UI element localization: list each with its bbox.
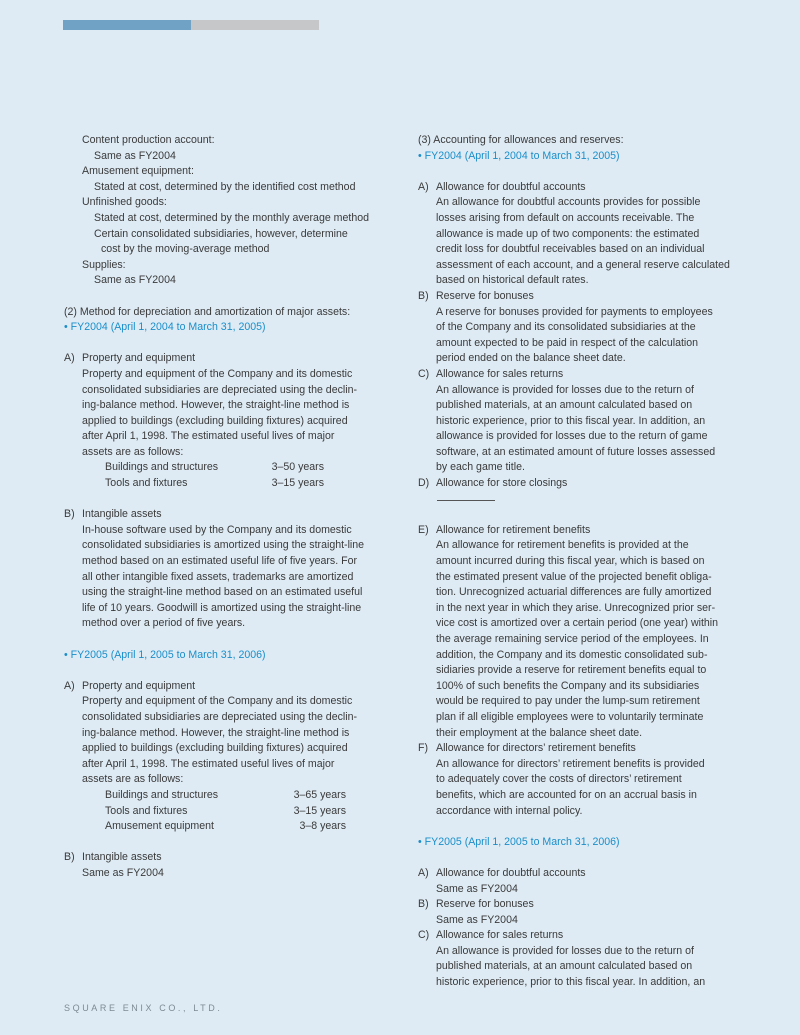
item-label: C) [418,367,430,380]
text-line: software, at an estimated amount of future losses assessed [436,445,716,458]
text-line: vice cost is amortized over a certain period (one year) within [436,617,719,630]
useful-lives-table [64,788,394,835]
item-title: Intangible assets [82,851,162,864]
item-heading [418,289,748,305]
item-label: A) [64,679,75,692]
text-line: assets are as follows: [82,773,184,786]
item-text [64,367,394,461]
unfinished-line: Certain consolidated subsidiaries, however, determine [94,227,348,240]
text-line: applied to buildings (excluding building fixtures) acquired [82,414,348,427]
text-line: credit loss for doubtful receivables based on an individual [436,243,705,256]
item-title: Property and equipment [82,352,196,365]
section-3-heading: (3) Accounting for allowances and reserves: [418,134,624,146]
item-label: A) [64,352,75,365]
content-production-value: Same as FY2004 [94,149,176,162]
table-row [64,788,394,804]
useful-life: 3–65 years [293,788,346,801]
item-title: Reserve for bonuses [436,289,534,302]
item-title: Allowance for doubtful accounts [436,866,586,879]
table-row [64,804,394,820]
useful-life: 3–8 years [299,820,346,833]
text-line: method based on an estimated useful life of five years. For [82,555,357,568]
item-title: Allowance for retirement benefits [436,523,591,536]
item-label: F) [418,742,428,755]
table-row [64,819,394,835]
text-line: An allowance for retirement benefits is provided at the [436,539,689,552]
text-line: to adequately cover the costs of directors’ retirement [436,773,682,786]
item-text [418,913,748,929]
item-text [64,523,394,632]
text-line: losses arising from default on accounts receivable. The [436,211,695,224]
text-line: sidiaries provide a reserve for retirement benefits equal to [436,664,707,677]
item-text [64,866,394,882]
amusement-title: Amusement equipment: [82,165,194,178]
item-label: B) [64,508,75,521]
supplies-value: Same as FY2004 [94,274,176,287]
item-heading [418,476,748,492]
text-line: Property and equipment of the Company and its domestic [82,367,353,380]
item-heading [418,367,748,383]
fy2005-heading: • FY2005 (April 1, 2005 to March 31, 2006) [64,648,266,661]
text-line: ing-balance method. However, the straight-line method is [82,726,350,739]
text-line: In-house software used by the Company and its domestic [82,523,352,536]
item-heading [64,351,394,367]
text-line: Same as FY2004 [436,882,518,895]
item-text [418,882,748,898]
item-title: Allowance for store closings [436,477,568,490]
unfinished-line: Stated at cost, determined by the monthly average method [94,211,370,224]
text-line: would be required to pay under the lump-sum retirement [436,695,700,708]
fy2004-heading: • FY2004 (April 1, 2004 to March 31, 2005) [418,149,620,162]
item-text [418,305,748,367]
text-line: amount expected to be paid in respect of the calculation [436,336,699,349]
item-heading [418,180,748,196]
text-line: ing-balance method. However, the straight-line method is [82,399,350,412]
item-label: C) [418,929,430,942]
item-title: Reserve for bonuses [436,898,534,911]
content-production-title: Content production account: [82,134,215,146]
item-title: Allowance for sales returns [436,367,564,380]
text-line: amount incurred during this fiscal year, which is based on [436,555,705,568]
item-title: Allowance for sales returns [436,929,564,942]
text-line: by each game title. [436,461,525,474]
item-heading [418,897,748,913]
asset-name: Buildings and structures [105,461,219,474]
text-line: based on historical default rates. [436,274,589,287]
text-line: An allowance for doubtful accounts provides for possible [436,196,701,209]
asset-name: Tools and fixtures [105,804,188,817]
item-heading [418,741,748,757]
text-line: An allowance for directors’ retirement benefits is provided [436,757,705,770]
text-line: Property and equipment of the Company and its domestic [82,695,353,708]
text-line: after April 1, 1998. The estimated useful lives of major [82,757,335,770]
text-line: allowance is made up of two components: the estimated [436,227,700,240]
text-line: addition, the Company and its domestic consolidated sub- [436,648,708,661]
text-line: the average remaining service period of the employees. In [436,633,709,645]
amusement-value: Stated at cost, determined by the identified cost method [94,180,356,193]
item-heading [418,928,748,944]
item-heading [64,679,394,695]
item-title: Allowance for directors’ retirement benefits [436,742,636,755]
item-heading [64,850,394,866]
table-row [64,460,394,476]
fy2005-heading: • FY2005 (April 1, 2005 to March 31, 2006) [418,835,620,848]
item-title: Property and equipment [82,679,196,692]
text-line: in the next year in which they arise. Unrecognized prior ser- [436,601,716,614]
item-heading [418,523,748,539]
item-text [418,383,748,477]
item-label: B) [418,289,429,302]
text-line: benefits, which are accounted for on an accrual basis in [436,788,697,801]
item-text [418,944,748,991]
useful-lives-table [64,460,394,491]
left-column [64,133,394,882]
supplies-title: Supplies: [82,258,126,271]
text-line: their employment at the balance sheet date. [436,726,643,739]
item-text [418,195,748,289]
asset-name: Buildings and structures [105,788,219,801]
item-title: Allowance for doubtful accounts [436,180,586,193]
text-line: An allowance is provided for losses due to the return of [436,944,694,957]
text-line: after April 1, 1998. The estimated useful lives of major [82,430,335,443]
section-2-heading: (2) Method for depreciation and amortization of major assets: [64,305,351,318]
item-text [64,694,394,788]
text-line: consolidated subsidiaries are depreciated using the declin- [82,710,358,723]
item-title: Intangible assets [82,508,162,521]
text-line: accordance with internal policy. [436,804,583,817]
asset-name: Amusement equipment [105,820,214,833]
unfinished-line: cost by the moving-average method [101,243,270,256]
text-line: assessment of each account, and a general reserve calculated [436,258,730,271]
reading-progress-bar [63,20,319,30]
item-heading [64,507,394,523]
item-text [418,538,748,741]
company-footer: SQUARE ENIX CO., LTD. [64,1003,223,1013]
not-applicable-dash [437,500,495,508]
item-label: A) [418,866,429,879]
asset-name: Tools and fixtures [105,477,188,490]
item-heading [418,866,748,882]
text-line: An allowance is provided for losses due to the return of [436,383,694,396]
text-line: life of 10 years. Goodwill is amortized using the straight-line [82,601,362,614]
text-line: historic experience, prior to this fiscal year. In addition, an [436,976,706,989]
text-line: published materials, at an amount calculated based on [436,960,693,973]
text-line: of the Company and its consolidated subsidiaries at the [436,321,696,334]
text-line: historic experience, prior to this fiscal year. In addition, an [436,414,706,427]
text-line: tion. Unrecognized actuarial differences are fully amortized [436,586,712,599]
unfinished-title: Unfinished goods: [82,196,167,209]
right-column [418,133,748,991]
item-label: B) [418,898,429,911]
item-label: B) [64,851,75,864]
item-label: A) [418,180,429,193]
text-line: applied to buildings (excluding building fixtures) acquired [82,742,348,755]
text-line: A reserve for bonuses provided for payments to employees [436,305,713,318]
table-row [64,476,394,492]
text-line: method over a period of five years. [82,617,246,630]
text-line: assets are as follows: [82,445,184,458]
text-line: using the straight-line method based on an estimated useful [82,586,363,599]
item-label: E) [418,523,429,536]
text-line: consolidated subsidiaries are depreciated using the declin- [82,383,358,396]
text-line: all other intangible fixed assets, trademarks are amortized [82,570,354,583]
item-label: D) [418,477,430,490]
useful-life: 3–15 years [271,477,324,490]
useful-life: 3–15 years [293,804,346,817]
text-line: period ended on the balance sheet date. [436,352,626,365]
text-line: Same as FY2004 [82,866,164,879]
text-line: published materials, at an amount calculated based on [436,399,693,412]
useful-life: 3–50 years [271,461,324,474]
text-line: Same as FY2004 [436,913,518,926]
text-line: 100% of such benefits the Company and its subsidiaries [436,679,700,692]
text-line: allowance is provided for losses due to the return of game [436,430,708,443]
text-line: plan if all eligible employees were to voluntarily terminate [436,710,704,723]
item-text [418,757,748,819]
progress-fill [63,20,191,30]
text-line: the estimated present value of the projected benefit obliga- [436,570,712,583]
text-line: consolidated subsidiaries is amortized using the straight-line [82,539,365,552]
fy2004-heading: • FY2004 (April 1, 2004 to March 31, 2005) [64,321,266,334]
